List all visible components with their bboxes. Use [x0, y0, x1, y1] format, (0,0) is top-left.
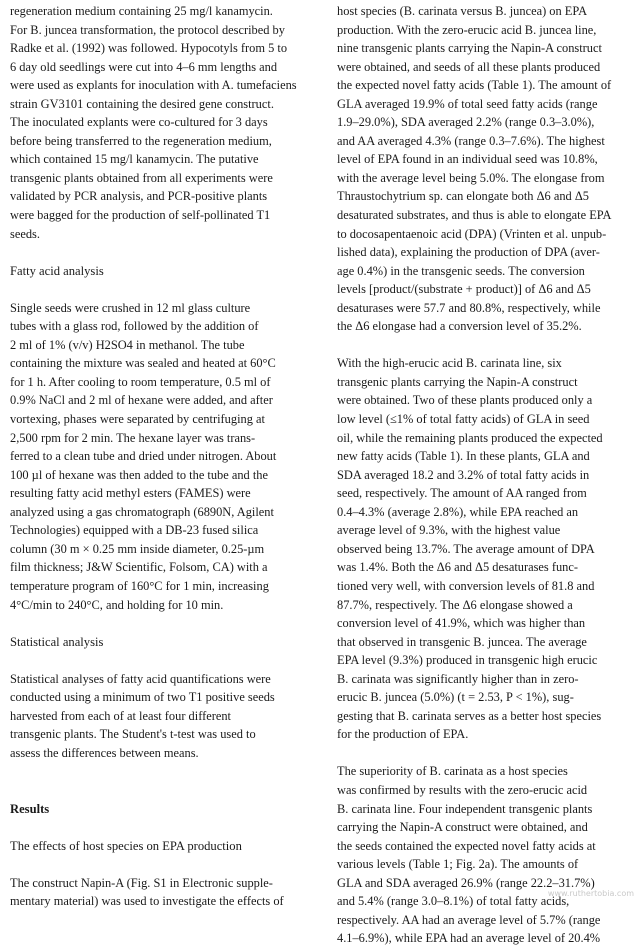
text-line: transgenic plants obtained from all experiments were [10, 170, 273, 185]
text-line: containing the mixture was sealed and heated at 60°C [10, 356, 276, 371]
text-line: film thickness; J&W Scientific, Folsom, CA) with a [10, 560, 268, 575]
text-line: analyzed using a gas chromatograph (6890N, Agilent [10, 504, 274, 519]
spacer [10, 280, 310, 299]
text-line: level of EPA found in an individual seed was 10.8%, [337, 152, 598, 167]
text-line: 6 day old seedlings were cut into 4–6 mm lengths and [10, 59, 278, 74]
text-line: tioned very well, with conversion levels of 81.8 and [337, 578, 595, 593]
text-line: to docosapentaenoic acid (DPA) (Vrinten et al. unpub- [337, 226, 607, 241]
text-line: transgenic plants. The Student's t-test was used to [10, 727, 256, 742]
text-line: conducted using a minimum of two T1 positive seeds [10, 690, 275, 705]
text-line: tubes with a glass rod, followed by the addition of [10, 319, 259, 334]
text-line: desaturases were 57.7 and 80.8%, respectively, while [337, 300, 601, 315]
text-line: transgenic plants carrying the Napin-A construct [337, 374, 578, 389]
paragraph-fatty-acid-analysis [10, 299, 310, 614]
text-line: 2,500 rpm for 2 min. The hexane layer was trans- [10, 430, 256, 445]
text-line: that observed in transgenic B. juncea. The average [337, 634, 587, 649]
spacer [337, 744, 635, 763]
text-line: lished data), explaining the production of DPA (aver- [337, 245, 600, 260]
text-line: SDA averaged 18.2 and 3.2% of total fatty acids in [337, 467, 590, 482]
text-line: production. With the zero-erucic acid B. juncea line, [337, 22, 597, 37]
text-line: 4.1–6.9%), while EPA had an average level of 20.4% [337, 931, 601, 946]
text-line: were obtained, and seeds of all these plants produced [337, 59, 601, 74]
paragraph-carinata-high-erucic [337, 354, 635, 743]
text-line: erucic B. juncea (5.0%) (t = 2.53, P < 1%), sug- [337, 690, 574, 705]
text-line: vortexing, phases were separated by centrifuging at [10, 412, 265, 427]
text-line: nine transgenic plants carrying the Napin-A construct [337, 41, 602, 56]
text-line: seeds. [10, 226, 40, 241]
spacer [10, 762, 310, 781]
spacer [337, 336, 635, 355]
paragraph-transformation [10, 2, 310, 243]
right-column [337, 2, 635, 948]
spacer [10, 614, 310, 633]
text-line: host species (B. carinata versus B. juncea) on EPA [337, 4, 588, 18]
text-line: observed being 13.7%. The average amount of DPA [337, 541, 595, 556]
watermark-text: www.ruthertobia.com [547, 889, 634, 898]
text-line: 2 ml of 1% (v/v) H2SO4 in methanol. The tube [10, 337, 245, 352]
text-line: B. carinata was significantly higher than in zero- [337, 671, 579, 686]
text-line: was 1.4%. Both the Δ6 and Δ5 desaturases func- [337, 560, 578, 575]
text-line: regeneration medium containing 25 mg/l kanamycin. [10, 4, 273, 18]
text-line: ferred to a clean tube and dried under nitrogen. About [10, 449, 277, 464]
text-line: 4°C/min to 240°C, and holding for 10 min. [10, 597, 224, 612]
text-line: GLA and SDA averaged 26.9% (range 22.2–31.7%) [337, 875, 595, 890]
text-line: for the production of EPA. [337, 727, 469, 742]
text-line: The construct Napin-A (Fig. S1 in Electronic supple- [10, 875, 273, 890]
section-heading-statistical-analysis: Statistical analysis [10, 634, 104, 649]
text-line: Radke et al. (1992) was followed. Hypocotyls from 5 to [10, 41, 288, 56]
text-line: validated by PCR analysis, and PCR-positive plants [10, 189, 268, 204]
paragraph-juncea-results [337, 2, 635, 336]
text-line: temperature program of 160°C for 1 min, increasing [10, 578, 269, 593]
text-line: with the average level being 5.0%. The elongase from [337, 170, 605, 185]
text-line: 1.9–29.0%), SDA averaged 2.2% (range 0.3–3.0%), [337, 115, 595, 130]
text-line: With the high-erucic acid B. carinata line, six [337, 356, 562, 371]
text-line: assess the differences between means. [10, 745, 199, 760]
text-line: Single seeds were crushed in 12 ml glass culture [10, 300, 251, 315]
text-line: before being transferred to the regeneration medium, [10, 133, 272, 148]
text-line: age 0.4%) in the transgenic seeds. The conversion [337, 263, 585, 278]
section-heading-results: Results [10, 801, 50, 816]
text-line: conversion level of 41.9%, which was higher than [337, 616, 586, 631]
text-line: 100 µl of hexane was then added to the tube and the [10, 467, 268, 482]
text-line: mentary material) was used to investigate the effects of [10, 894, 284, 909]
text-line: 0.9% NaCl and 2 ml of hexane were added, and after [10, 393, 273, 408]
text-line: and AA averaged 4.3% (range 0.3–7.6%). The highest [337, 133, 605, 148]
paragraph-results-intro [10, 874, 310, 911]
text-line: the Δ6 elongase had a conversion level of 35.2%. [337, 319, 582, 334]
text-line: harvested from each of at least four different [10, 708, 231, 723]
text-line: were bagged for the production of self-pollinated T1 [10, 208, 271, 223]
text-line: resulting fatty acid methyl esters (FAMES) were [10, 486, 251, 501]
text-line: strain GV3101 containing the desired gene construct. [10, 96, 274, 111]
text-line: column (30 m × 0.25 mm inside diameter, 0.25-µm [10, 541, 265, 556]
text-line: EPA level (9.3%) produced in transgenic high erucic [337, 653, 598, 668]
text-line: were used as explants for inoculation with A. tumefaciens [10, 78, 297, 93]
left-column [10, 2, 310, 911]
spacer [10, 651, 310, 670]
section-heading-fatty-acid-analysis: Fatty acid analysis [10, 263, 104, 278]
text-line: B. carinata line. Four independent transgenic plants [337, 801, 593, 816]
text-line: The superiority of B. carinata as a host species [337, 764, 568, 779]
text-line: Statistical analyses of fatty acid quantifications were [10, 671, 271, 686]
text-line: levels [product/(substrate + product)] of Δ6 and Δ5 [337, 282, 591, 297]
spacer [10, 243, 310, 262]
text-line: Technologies) equipped with a DB-23 fused silica [10, 523, 259, 538]
text-line: For B. juncea transformation, the protocol described by [10, 22, 285, 37]
paragraph-carinata-zero-erucic [337, 762, 635, 947]
text-line: respectively. AA had an average level of 5.7% (range [337, 912, 601, 927]
text-line: low level (≤1% of total fatty acids) of GLA in seed [337, 412, 590, 427]
text-line: various levels (Table 1; Fig. 2a). The amounts of [337, 857, 579, 872]
text-line: the seeds contained the expected novel fatty acids at [337, 838, 596, 853]
text-line: seed, respectively. The amount of AA ranged from [337, 486, 587, 501]
text-line: Thraustochytrium sp. can elongate both Δ6 and Δ5 [337, 189, 589, 204]
text-line: for 1 h. After cooling to room temperature, 0.5 ml of [10, 374, 271, 389]
text-line: was confirmed by results with the zero-erucic acid [337, 782, 588, 797]
subsection-heading-host-species: The effects of host species on EPA production [10, 838, 242, 853]
text-line: were obtained. Two of these plants produced only a [337, 393, 593, 408]
spacer [10, 855, 310, 874]
text-line: oil, while the remaining plants produced the expected [337, 430, 603, 445]
text-line: The inoculated explants were co-cultured for 3 days [10, 115, 268, 130]
text-line: new fatty acids (Table 1). In these plants, GLA and [337, 449, 590, 464]
text-line: desaturated substrates, and thus is able to elongate EPA [337, 208, 612, 223]
spacer [10, 781, 310, 800]
text-line: 87.7%, respectively. The Δ6 elongase showed a [337, 597, 573, 612]
spacer [10, 818, 310, 837]
text-line: gesting that B. carinata serves as a better host species [337, 708, 602, 723]
text-line: average level of 9.3%, with the highest value [337, 523, 561, 538]
text-line: and 5.4% (range 3.0–8.1%) of total fatty acids, [337, 894, 570, 909]
text-line: carrying the Napin-A construct were obtained, and [337, 820, 588, 835]
text-line: which contained 15 mg/l kanamycin. The putative [10, 152, 259, 167]
text-line: 0.4–4.3% (average 2.8%), while EPA reached an [337, 504, 579, 519]
paragraph-statistical-analysis [10, 670, 310, 763]
text-line: the expected novel fatty acids (Table 1). The amount of [337, 78, 612, 93]
text-line: GLA averaged 19.9% of total seed fatty acids (range [337, 96, 598, 111]
